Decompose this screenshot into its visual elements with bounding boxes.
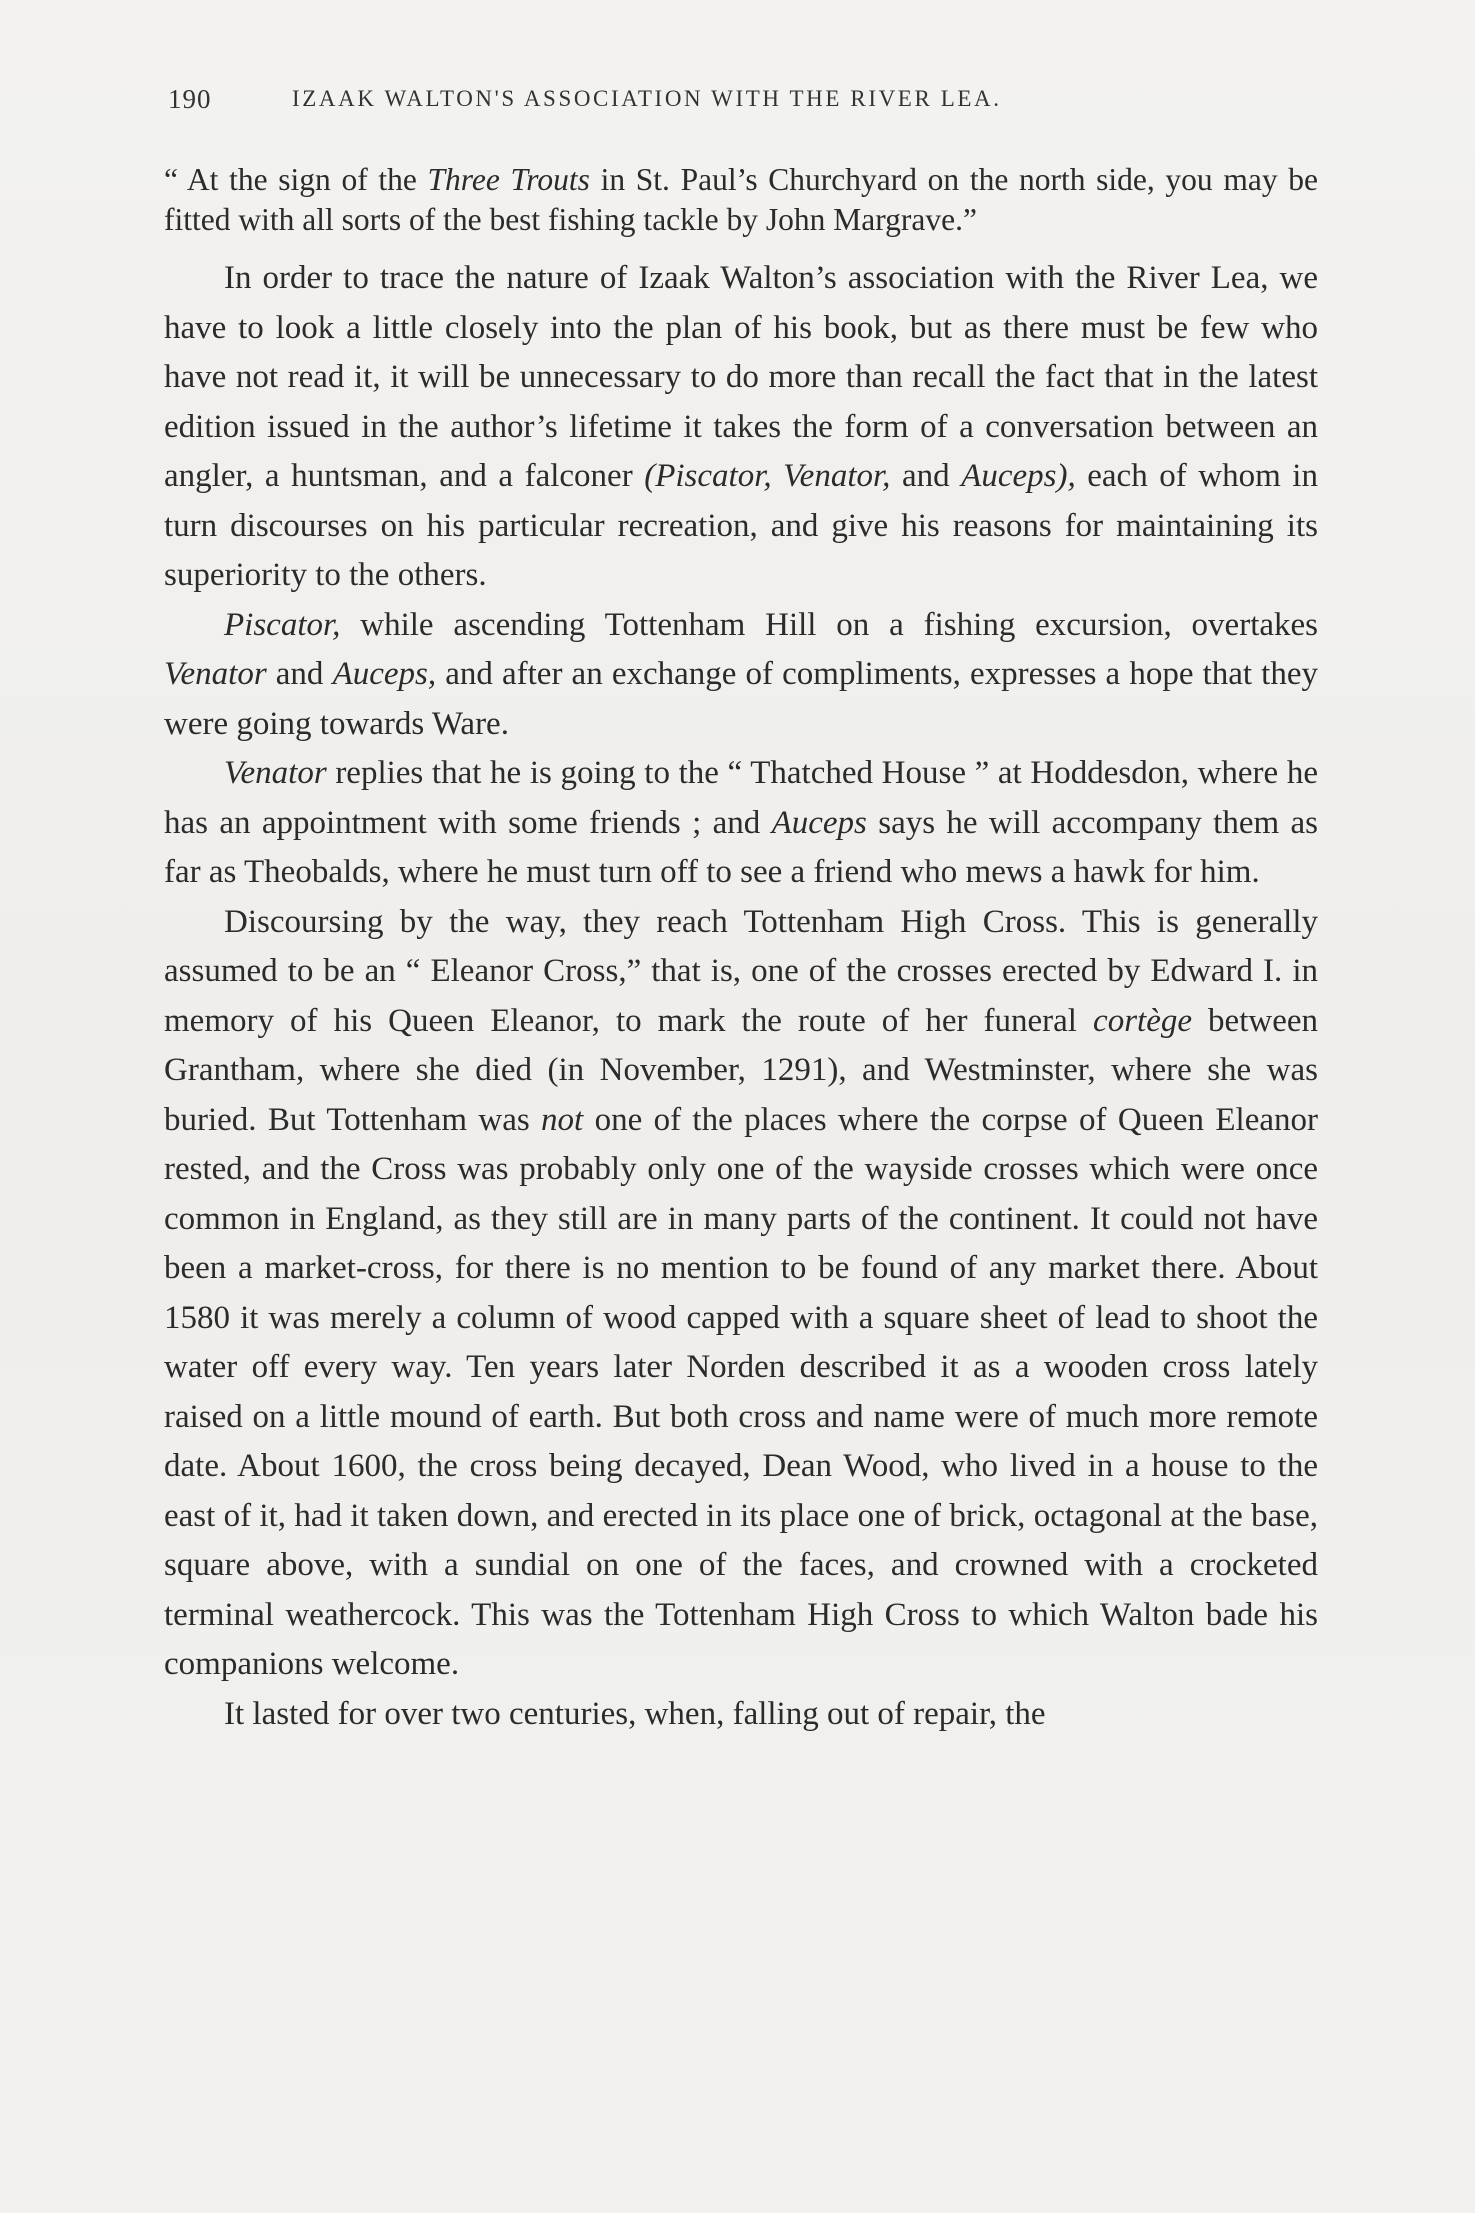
- italic-run: Venator: [224, 755, 327, 791]
- italic-run: cortège: [1093, 1002, 1192, 1039]
- italic-run: not: [541, 1101, 584, 1138]
- paragraph-walton-association: [164, 254, 1318, 601]
- body-text: [164, 160, 1318, 1739]
- paragraph-lasted: [164, 1690, 1318, 1740]
- paragraph-piscator: [164, 601, 1318, 750]
- text-run: each of whom in turn discourses on his particular recreation, and give his reasons for maintaining its superiority to the others.: [164, 458, 1318, 593]
- paragraph-venator: [164, 749, 1318, 898]
- text-run: replies that he is going to the “ Thatched House ” at Hoddesdon, where he has an appointment with some friends ; and: [164, 755, 1318, 841]
- page-number: 190: [168, 84, 212, 114]
- italic-run: Auceps,: [332, 656, 437, 692]
- running-title: IZAAK WALTON'S ASSOCIATION WITH THE RIVER LEA.: [292, 86, 1002, 111]
- text-run: and: [890, 458, 962, 494]
- text-run: while ascending Tottenham Hill on a fishing excursion, overtakes: [340, 606, 1318, 643]
- paragraph-tottenham-cross: [164, 898, 1318, 1690]
- italic-run: Auceps: [771, 804, 867, 841]
- text-run: It lasted for over two centuries, when, falling out of repair, the: [224, 1695, 1046, 1732]
- text-run: between Grantham, where she died (in November, 1291), and Westminster, where she was buried. But Tottenham was: [164, 1002, 1319, 1138]
- text-run: in St. Paul’s Churchyard on the north side, you may be fitted with all sorts of the best fishing tackle by John Margrave.”: [164, 162, 1319, 237]
- italic-run: Auceps),: [961, 458, 1076, 494]
- text-run: Discoursing by the way, they reach Tottenham High Cross. This is generally assumed to be an “ Eleanor Cross,” that is, one of the crosses erected by Edward I. in memory of his Queen Eleanor, to mark the route of her funeral: [164, 903, 1318, 1039]
- italic-run: Venator: [164, 656, 267, 692]
- text-run: says he will accompany them as far as Theobalds, where he must turn off to see a friend who mews a hawk for him.: [164, 804, 1318, 890]
- italic-run: Piscator,: [224, 606, 341, 643]
- text-run: and: [266, 656, 333, 692]
- text-run: “ At the sign of the: [164, 162, 428, 197]
- italic-run: Three Trouts: [427, 162, 590, 197]
- text-run: and after an exchange of compliments, expresses a hope that they were going towards Ware.: [164, 656, 1318, 742]
- running-header: [168, 84, 1318, 124]
- italic-run: (Piscator, Venator,: [644, 458, 891, 494]
- text-run: one of the places where the corpse of Queen Eleanor rested, and the Cross was probably only one of the wayside crosses which were once common in England, as they still are in many parts of the continent. It could not have been a market-cross, for there is no mention to be found of any market there. About 1580 it was merely a column of wood capped with a square sheet of lead to shoot the water off every way. Ten years later Norden described it as a wooden cross lately raised on a little mound of earth. But both cross and name were of much more remote date. About 1600, the cross being decayed, Dean Wood, who lived in a house to the east of it, had it taken down, and erected in its place one of brick, octagonal at the base, square above, with a sundial on one of the faces, and crowned with a crocketed terminal weathercock. This was the Tottenham High Cross to which Walton bade his companions welcome.: [164, 1101, 1318, 1682]
- paragraph-quote: [164, 160, 1318, 240]
- text-run: In order to trace the nature of Izaak Walton’s association with the River Lea, we have to look a little closely into the plan of his book, but as there must be few who have not read it, it will be unnecessary to do more than recall the fact that in the latest edition issued in the author’s lifetime it takes the form of a conversation between an angler, a huntsman, and a falconer: [164, 260, 1318, 494]
